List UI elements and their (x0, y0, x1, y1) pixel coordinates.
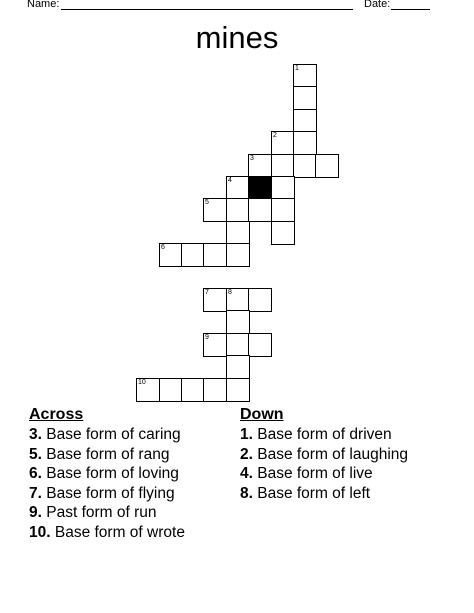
clue-number: 9. (29, 504, 42, 522)
grid-cell[interactable] (248, 154, 272, 178)
grid-cell[interactable] (293, 154, 317, 178)
grid-cell[interactable] (226, 221, 250, 245)
cell-number: 3 (250, 155, 254, 162)
clue-number: 8. (240, 484, 253, 502)
grid-cell[interactable] (226, 288, 250, 312)
clue-item (29, 484, 185, 504)
clue-text: Base form of live (252, 465, 373, 483)
grid-cell[interactable] (181, 243, 205, 267)
grid-cell[interactable] (271, 221, 295, 245)
cell-number: 10 (138, 379, 146, 386)
clue-number: 5. (29, 445, 42, 463)
clue-item (29, 464, 185, 484)
grid-cell[interactable] (203, 333, 227, 357)
grid-cell[interactable] (293, 64, 317, 88)
grid-cell[interactable] (181, 378, 205, 402)
across-clues (29, 405, 185, 543)
cell-number: 9 (205, 334, 209, 341)
grid-cell[interactable] (293, 131, 317, 155)
clue-text: Base form of caring (41, 426, 181, 443)
grid-cell[interactable] (248, 288, 272, 312)
clue-text: Base form of loving (41, 465, 179, 483)
across-clue-list (29, 425, 185, 543)
grid-cell[interactable] (226, 333, 250, 357)
grid-cell[interactable] (293, 109, 317, 133)
down-clue-list (240, 425, 408, 503)
cell-number: 6 (161, 244, 165, 251)
grid-cell[interactable] (271, 154, 295, 178)
cell-number: 1 (295, 65, 299, 72)
grid-cell[interactable] (136, 378, 160, 402)
clue-text: Base form of driven (252, 426, 392, 443)
grid-cell[interactable] (271, 131, 295, 155)
name-label: Name: (27, 0, 60, 10)
clue-number: 7. (29, 484, 42, 502)
grid-cell[interactable] (226, 243, 250, 267)
clue-number: 3. (29, 426, 42, 443)
across-heading: Across (29, 406, 84, 423)
grid-cell[interactable] (159, 243, 183, 267)
date-label: Date: (364, 0, 391, 10)
grid-cell[interactable] (226, 378, 250, 402)
clue-number: 1. (240, 426, 253, 443)
grid-cell[interactable] (203, 243, 227, 267)
grid-cell[interactable] (315, 154, 339, 178)
clue-item (29, 445, 185, 465)
grid-cell[interactable] (159, 378, 183, 402)
grid-cell[interactable] (248, 198, 272, 222)
cell-number: 4 (228, 177, 232, 184)
clue-item (29, 425, 185, 445)
cell-number: 5 (205, 199, 209, 206)
grid-cell[interactable] (226, 176, 250, 200)
clue-number: 10. (29, 523, 51, 541)
clue-text: Past form of run (41, 504, 157, 522)
clue-text: Base form of flying (41, 484, 175, 502)
clue-item (240, 445, 408, 465)
clue-text: Base form of laughing (252, 445, 409, 463)
grid-cell[interactable] (203, 198, 227, 222)
clue-number: 4. (240, 465, 253, 483)
clue-item (29, 503, 185, 523)
clue-text: Base form of wrote (50, 523, 185, 541)
cell-number: 8 (228, 289, 232, 296)
down-clues (240, 405, 408, 503)
grid-cell[interactable] (226, 198, 250, 222)
grid-cell[interactable] (271, 198, 295, 222)
clue-item (240, 484, 408, 504)
clue-number: 6. (29, 465, 42, 483)
puzzle-title: mines (195, 20, 279, 55)
down-heading: Down (240, 406, 284, 423)
clue-text: Base form of rang (41, 445, 170, 463)
clue-item (240, 464, 408, 484)
grid-cell[interactable] (203, 288, 227, 312)
clue-item (240, 425, 408, 445)
clue-text: Base form of left (252, 484, 371, 502)
clue-item (29, 523, 185, 543)
grid-cell[interactable] (226, 310, 250, 334)
grid-cell[interactable] (203, 378, 227, 402)
cell-number: 7 (205, 289, 209, 296)
clue-number: 2. (240, 445, 253, 463)
grid-cell[interactable] (271, 176, 295, 200)
black-cell (248, 176, 272, 200)
grid-cell[interactable] (293, 86, 317, 110)
grid-cell[interactable] (248, 333, 272, 357)
grid-cell[interactable] (226, 355, 250, 379)
cell-number: 2 (273, 132, 277, 139)
